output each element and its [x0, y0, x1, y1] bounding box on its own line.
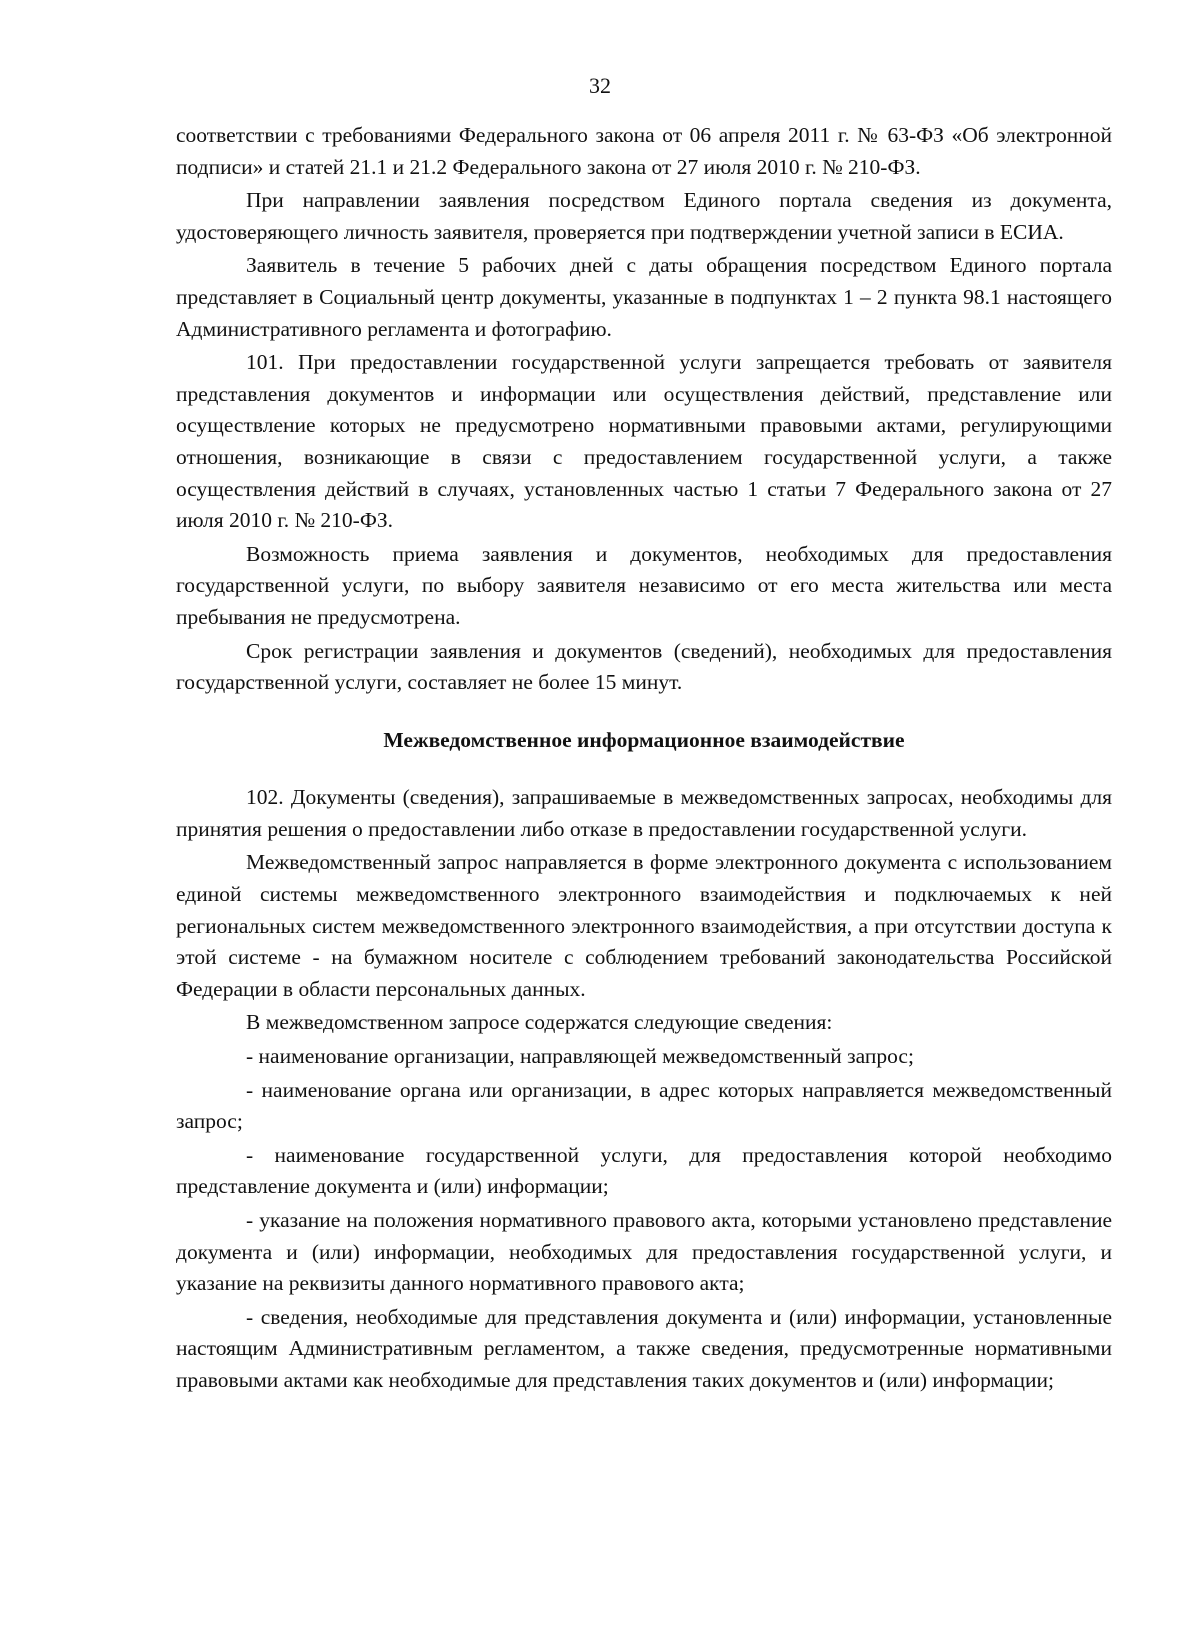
list-intro: В межведомственном запросе содержатся следующие сведения:	[246, 1010, 833, 1035]
paragraph: Срок регистрации заявления и документов (сведений), необходимых для предоставления государственной услуги, составляет не более 15 минут.	[176, 638, 1112, 695]
paragraph: 102. Документы (сведения), запрашиваемые в межведомственных запросах, необходимы для принятия решения о предоставлении либо отказе в предоставлении государственной услуги.	[176, 785, 1112, 841]
page-number: 32	[589, 73, 611, 98]
list-item: - указание на положения нормативного правового акта, которыми установлено представление документа и (или) информации, необходимых для предоставления государственной услуги, и указание на реквизиты данного нормативного правового акта;	[176, 1208, 1112, 1296]
paragraph: Заявитель в течение 5 рабочих дней с даты обращения посредством Единого портала представляет в Социальный центр документы, указанные в подпунктах 1 – 2 пункта 98.1 настоящего Административного регламента и фотографию.	[176, 253, 1112, 341]
list-item: - наименование организации, направляющей межведомственный запрос;	[246, 1044, 914, 1069]
list-item: - сведения, необходимые для представления документа и (или) информации, установленные настоящим Административным регламентом, а также сведения, предусмотренные нормативными правовыми актами как необходимые для представления таких документов и (или) информации;	[176, 1304, 1112, 1392]
paragraph: При направлении заявления посредством Единого портала сведения из документа, удостоверяющего личность заявителя, проверяется при подтверждении учетной записи в ЕСИА.	[176, 188, 1112, 244]
list-item: - наименование государственной услуги, для предоставления которой необходимо представление документа и (или) информации;	[176, 1142, 1112, 1199]
list-item: - наименование органа или организации, в адрес которых направляется межведомственный запрос;	[176, 1077, 1112, 1134]
paragraph: Возможность приема заявления и документов, необходимых для предоставления государственной услуги, по выбору заявителя независимо от его места жительства или места пребывания не предусмотрена.	[176, 541, 1112, 629]
document-body	[176, 120, 1112, 1399]
paragraph: соответствии с требованиями Федерального закона от 06 апреля 2011 г. № 63-ФЗ «Об электронной подписи» и статей 21.1 и 21.2 Федерального закона от 27 июля 2010 г. № 210-ФЗ.	[176, 123, 1112, 179]
paragraph: Межведомственный запрос направляется в форме электронного документа с использованием единой системы межведомственного электронного взаимодействия и подключаемых к ней региональных систем межведомственного электронного взаимодействия, а при отсутствии доступа к этой системе - на бумажном носителе с соблюдением требований законодательства Российской Федерации в области персональных данных.	[176, 850, 1112, 1001]
section-heading: Межведомственное информационное взаимодействие	[383, 727, 905, 752]
paragraph: 101. При предоставлении государственной услуги запрещается требовать от заявителя представления документов и информации или осуществления действий, представление или осуществление которых не предусмотрено нормативными правовыми актами, регулирующими отношения, возникающие в связи с предоставлением государственной услуги, а также осуществления действий в случаях, установленных частью 1 статьи 7 Федерального закона от 27 июля 2010 г. № 210-ФЗ.	[176, 350, 1112, 533]
